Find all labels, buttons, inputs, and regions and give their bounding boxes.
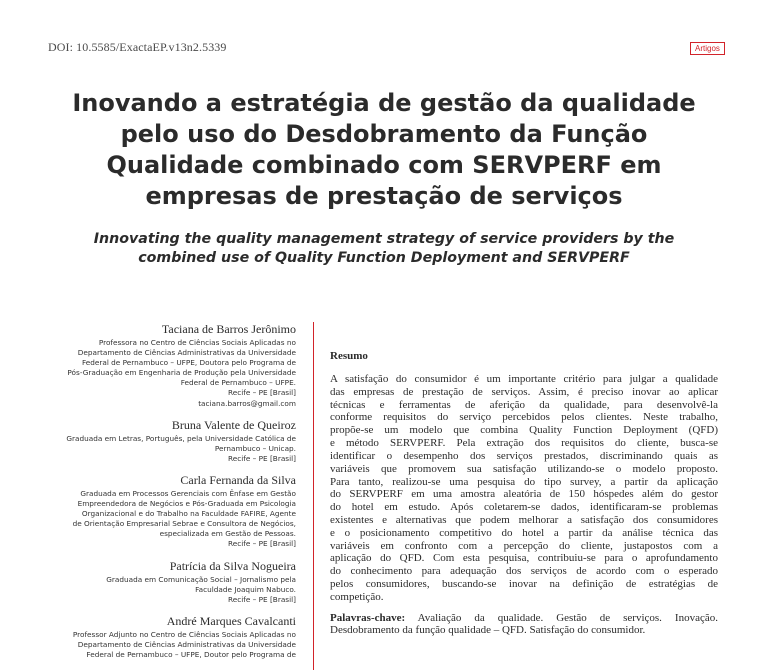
affiliation-line: Recife – PE [Brasil] <box>228 453 296 463</box>
abstract-section <box>330 350 718 637</box>
abstract-line: e método SERVPERF. Pela extração dos requisitos do cliente, busca-se <box>330 437 718 450</box>
article-title <box>30 88 738 212</box>
abstract-line: variáveis em confronto com a percepção do cliente, justapostos com a <box>330 539 718 552</box>
author-name: Patrícia da Silva Nogueira <box>169 558 296 573</box>
authors-column <box>48 322 296 669</box>
affiliation-line: Professor Adjunto no Centro de Ciências Sociais Aplicadas no <box>72 629 296 639</box>
affiliation-line: Graduada em Letras, Português, pela Universidade Católica de <box>66 433 296 443</box>
abstract-line: conforme requisitos do serviço percebidos pelos clientes. Neste trabalho, <box>330 411 718 424</box>
author-affiliation <box>48 434 296 464</box>
keywords-line <box>330 612 718 625</box>
abstract-line: variáveis que promovem sua satisfação utilizando-se o modelo proposto. <box>330 462 718 475</box>
subtitle-line: Innovating the quality management strategy of service providers by the <box>93 231 675 247</box>
abstract-line: aplicação do QFD. Com esta pesquisa, contribuiu-se para o aprofundamento <box>330 552 718 565</box>
title-line: Inovando a estratégia de gestão da qualidade <box>72 89 696 117</box>
affiliation-line: Federal de Pernambuco – UFPE, Doutor pelo Programa de <box>86 649 296 659</box>
abstract-line: propõe-se um modelo que combina Quality Function Deployment (QFD) <box>330 424 718 437</box>
author-email-link[interactable]: taciana.barros@gmail.com <box>198 398 296 408</box>
author-block <box>48 322 296 409</box>
abstract-body <box>330 373 718 604</box>
subtitle-line: combined use of Quality Function Deployment and SERVPERF <box>138 250 630 266</box>
author-name: André Marques Cavalcanti <box>166 613 296 628</box>
author-affiliation <box>48 489 296 550</box>
affiliation-line: Organizacional e do Trabalho na Faculdade FAFIRE, Agente <box>81 509 296 519</box>
keywords-line: Desdobramento da função qualidade – QFD. Satisfação do consumidor. <box>330 624 646 637</box>
author-name: Taciana de Barros Jerônimo <box>161 322 296 336</box>
abstract-line: identificar o desempenho dos serviços prestados, discriminando quais as <box>330 449 718 462</box>
author-affiliation <box>48 338 296 409</box>
abstract-line: existentes e alternativas que podem melhorar a satisfação dos consumidores <box>330 513 718 526</box>
affiliation-line: Departamento de Ciências Administrativas da Universidade <box>77 639 296 649</box>
title-line: Qualidade combinado com SERVPERF em <box>106 151 662 179</box>
affiliation-line: Pernambuco – Unicap. <box>214 443 296 453</box>
title-line: empresas de prestação de serviços <box>145 182 623 210</box>
author-block <box>48 418 296 464</box>
title-line: pelo uso do Desdobramento da Função <box>120 120 648 148</box>
affiliation-line: especializada em Gestão de Pessoas. <box>159 529 296 539</box>
author-affiliation <box>48 575 296 605</box>
section-badge: Artigos <box>690 42 725 55</box>
keywords-block <box>330 612 718 638</box>
abstract-line: do hotel em estudo. Após coletarem-se dados, identificaram-se problemas <box>330 501 718 514</box>
keywords-text: Avaliação da qualidade. Gestão de serviços. Inovação. <box>417 611 718 624</box>
english-title <box>40 230 728 268</box>
affiliation-line: Graduada em Processos Gerenciais com Ênfase em Gestão <box>80 488 296 498</box>
affiliation-line: Empreendedora de Negócios e Pós-Graduada em Psicologia <box>77 499 296 509</box>
abstract-line: das empresas de prestação de serviços. Assim, é preciso inovar ao aplicar <box>330 385 718 398</box>
abstract-line: técnicas e ferramentas de aferição da qualidade, para desenvolvê-la <box>330 398 718 411</box>
abstract-line: e o posicionamento competitivo do hotel a partir da análise técnica das <box>330 526 718 539</box>
abstract-line: do SERVPERF em uma amostra aleatória de 150 hóspedes além do gestor <box>330 488 718 501</box>
affiliation-line: Departamento de Ciências Administrativas da Universidade <box>77 348 296 358</box>
affiliation-line: Recife – PE [Brasil] <box>228 388 296 398</box>
author-affiliation <box>48 630 296 660</box>
affiliation-line: Graduada em Comunicação Social – Jornalismo pela <box>106 574 296 584</box>
affiliation-line: Federal de Pernambuco – UFPE. <box>180 378 296 388</box>
abstract-line: Para tanto, realizou-se uma pesquisa do tipo survey, a partir da aplicação <box>330 475 718 488</box>
affiliation-line: Recife – PE [Brasil] <box>228 594 296 604</box>
author-block <box>48 473 296 550</box>
abstract-line: competição. <box>330 590 384 603</box>
abstract-line: do conhecimento para adequação dos serviços de acordo com o esperado <box>330 565 718 578</box>
affiliation-line: Professora no Centro de Ciências Sociais Aplicadas no <box>98 338 296 347</box>
abstract-line: pelos consumidores, buscando-se inovar na definição de estratégias de <box>330 578 718 590</box>
doi-text: DOI: 10.5585/ExactaEP.v13n2.5339 <box>48 40 227 54</box>
author-name: Bruna Valente de Queiroz <box>171 417 296 432</box>
affiliation-line: Pós-Graduação em Engenharia de Produção pela Universidade <box>67 368 296 378</box>
affiliation-line: Federal de Pernambuco – UFPE, Doutora pelo Programa de <box>81 358 296 368</box>
affiliation-line: de Orientação Empresarial Sebrae e Consultora de Negócios, <box>72 519 296 529</box>
abstract-line: A satisfação do consumidor é um importante critério para julgar a qualidade <box>330 373 718 385</box>
author-name: Carla Fernanda da Silva <box>180 472 296 487</box>
abstract-heading: Resumo <box>330 350 368 362</box>
column-divider <box>313 322 314 670</box>
keywords-label: Palavras-chave: <box>330 611 406 624</box>
affiliation-line: Recife – PE [Brasil] <box>228 539 296 549</box>
author-block <box>48 559 296 605</box>
author-block <box>48 614 296 660</box>
affiliation-line: Faculdade Joaquim Nabuco. <box>195 584 296 594</box>
